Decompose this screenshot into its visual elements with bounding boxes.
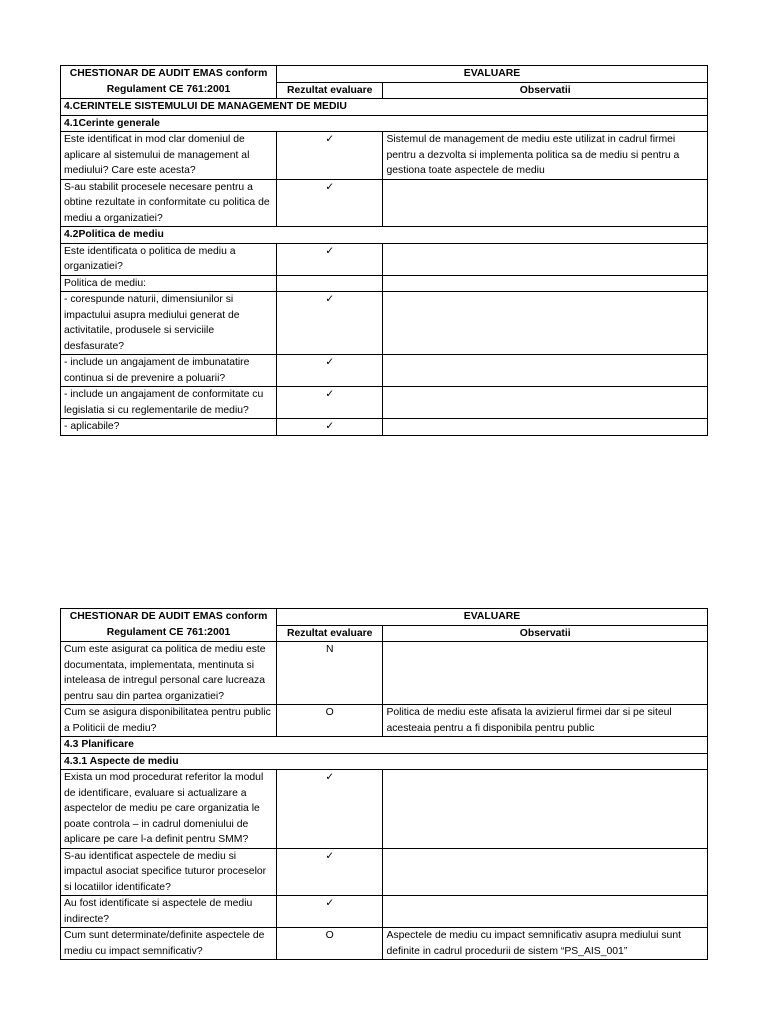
- question-row: [61, 387, 708, 419]
- question-text: - aplicabile?: [61, 419, 277, 436]
- check-icon: ✓: [277, 848, 383, 896]
- result-column-header: Rezultat evaluare: [277, 625, 383, 642]
- observation-text: [383, 387, 708, 419]
- question-row: [61, 419, 708, 436]
- question-text: Au fost identificate si aspectele de mediu indirecte?: [61, 896, 277, 928]
- evaluation-result: N: [277, 642, 383, 705]
- check-icon: ✓: [277, 179, 383, 227]
- section-heading: 4.1Cerinte generale: [61, 115, 708, 132]
- question-row: [61, 355, 708, 387]
- evaluation-result: O: [277, 705, 383, 737]
- question-row: [61, 642, 708, 705]
- question-row: [61, 179, 708, 227]
- observation-text: [383, 419, 708, 436]
- observation-text: [383, 179, 708, 227]
- section-heading: 4.2Politica de mediu: [61, 227, 708, 244]
- question-text: S-au stabilit procesele necesare pentru a obtine rezultate in conformitate cu politica de mediu a organizatiei?: [61, 179, 277, 227]
- evaluation-result: O: [277, 928, 383, 960]
- observations-column-header: Observatii: [383, 625, 708, 642]
- check-icon: ✓: [277, 770, 383, 849]
- question-row: [61, 896, 708, 928]
- question-text: Cum se asigura disponibilitatea pentru public a Politicii de mediu?: [61, 705, 277, 737]
- observation-text: [383, 770, 708, 849]
- check-icon: ✓: [277, 419, 383, 436]
- observation-text: [383, 896, 708, 928]
- audit-table-1: [60, 65, 708, 436]
- observation-text: Sistemul de management de mediu este utilizat in cadrul firmei pentru a dezvolta si implementa politica sa de mediu si pentru a gestiona toate aspectele de mediu: [383, 132, 708, 180]
- question-row: [61, 275, 708, 292]
- section-heading: 4.3 Planificare: [61, 737, 708, 754]
- evaluation-result: [277, 275, 383, 292]
- observation-text: [383, 355, 708, 387]
- question-text: Este identificat in mod clar domeniul de aplicare al sistemului de management al mediului? Care este acesta?: [61, 132, 277, 180]
- table-body: [61, 66, 708, 436]
- check-icon: ✓: [277, 243, 383, 275]
- audit-table-2: [60, 608, 708, 960]
- section-heading: 4.3.1 Aspecte de mediu: [61, 753, 708, 770]
- observations-column-header: Observatii: [383, 82, 708, 99]
- observation-text: Aspectele de mediu cu impact semnificativ asupra mediului sunt definite in cadrul procedurii de sistem “PS_AIS_001”: [383, 928, 708, 960]
- question-text: Cum sunt determinate/definite aspectele de mediu cu impact semnificativ?: [61, 928, 277, 960]
- observation-text: [383, 243, 708, 275]
- observation-text: Politica de mediu este afisata la avizierul firmei dar si pe siteul acesteaia pentru a fi disponibila pentru public: [383, 705, 708, 737]
- check-icon: ✓: [277, 387, 383, 419]
- section-heading: 4.CERINTELE SISTEMULUI DE MANAGEMENT DE MEDIU: [61, 99, 708, 116]
- evaluation-header: EVALUARE: [277, 66, 708, 83]
- section-row: [61, 115, 708, 132]
- check-icon: ✓: [277, 355, 383, 387]
- evaluation-header: EVALUARE: [277, 609, 708, 626]
- question-row: [61, 243, 708, 275]
- questionnaire-title: CHESTIONAR DE AUDIT EMAS conform Regulament CE 761:2001: [61, 609, 277, 642]
- question-text: - corespunde naturii, dimensiunilor si impactului asupra mediului generat de activitatile, produsele si serviciile desfasurate?: [61, 292, 277, 355]
- section-row: [61, 227, 708, 244]
- question-text: Exista un mod procedurat referitor la modul de identificare, evaluare si actualizare a aspectelor de mediu pe care organizatia le poate controla – in cadrul domeniului de aplicare pe care l-a definit pentru SMM?: [61, 770, 277, 849]
- observation-text: [383, 292, 708, 355]
- question-text: - include un angajament de conformitate cu legislatia si cu reglementarile de mediu?: [61, 387, 277, 419]
- section-row: [61, 99, 708, 116]
- section-row: [61, 753, 708, 770]
- observation-text: [383, 275, 708, 292]
- observation-text: [383, 642, 708, 705]
- table-body: [61, 609, 708, 960]
- question-row: [61, 928, 708, 960]
- check-icon: ✓: [277, 896, 383, 928]
- question-text: Este identificata o politica de mediu a organizatiei?: [61, 243, 277, 275]
- check-icon: ✓: [277, 292, 383, 355]
- result-column-header: Rezultat evaluare: [277, 82, 383, 99]
- question-text: Politica de mediu:: [61, 275, 277, 292]
- question-row: [61, 848, 708, 896]
- question-row: [61, 705, 708, 737]
- check-icon: ✓: [277, 132, 383, 180]
- question-row: [61, 292, 708, 355]
- section-row: [61, 737, 708, 754]
- questionnaire-title: CHESTIONAR DE AUDIT EMAS conform Regulament CE 761:2001: [61, 66, 277, 99]
- header-row: [61, 609, 708, 626]
- question-text: S-au identificat aspectele de mediu si impactul asociat specifice tuturor proceselor si locatiilor identificate?: [61, 848, 277, 896]
- question-row: [61, 770, 708, 849]
- question-text: Cum este asigurat ca politica de mediu este documentata, implementata, mentinuta si inteleasa de intregul personal care lucreaza pentru sau din partea organizatiei?: [61, 642, 277, 705]
- question-row: [61, 132, 708, 180]
- observation-text: [383, 848, 708, 896]
- header-row: [61, 66, 708, 83]
- question-text: - include un angajament de imbunatatire continua si de prevenire a poluarii?: [61, 355, 277, 387]
